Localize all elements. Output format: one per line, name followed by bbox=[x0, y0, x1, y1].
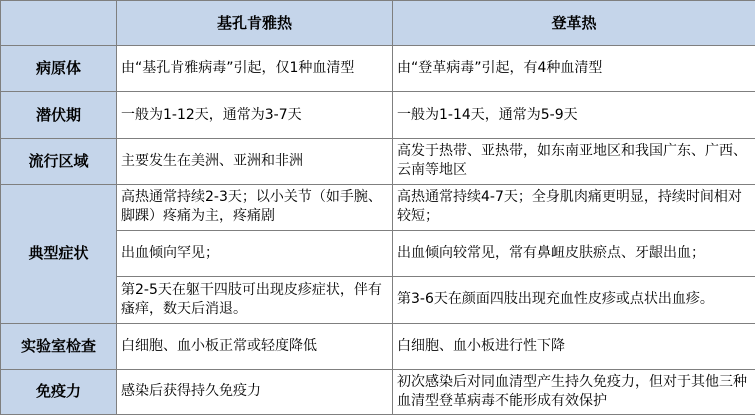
cell-immunity-chikungunya: 感染后获得持久免疫力 bbox=[117, 369, 393, 414]
row-pathogen bbox=[1, 46, 755, 92]
header-chikungunya: 基孔肯雅热 bbox=[117, 1, 393, 46]
cell-symptoms-rash-dengue: 第3-6天在颜面四肢出现充血性皮疹或点状出血疹。 bbox=[393, 277, 755, 323]
cell-incubation-dengue: 一般为1-14天，通常为5-9天 bbox=[393, 92, 755, 138]
cell-incubation-chikungunya: 一般为1-12天，通常为3-7天 bbox=[117, 92, 393, 138]
row-immunity bbox=[1, 369, 755, 414]
row-epidemic-area bbox=[1, 138, 755, 184]
row-label-lab-test: 实验室检查 bbox=[1, 323, 117, 369]
cell-symptoms-bleeding-chikungunya: 出血倾向罕见； bbox=[117, 231, 393, 277]
header-dengue: 登革热 bbox=[393, 1, 755, 46]
cell-pathogen-chikungunya: 由“基孔肯雅病毒”引起，仅1种血清型 bbox=[117, 46, 393, 92]
cell-epidemic-area-chikungunya: 主要发生在美洲、亚洲和非洲 bbox=[117, 138, 393, 184]
cell-symptoms-fever-chikungunya: 高热通常持续2-3天；以小关节（如手腕、脚踝）疼痛为主，疼痛剧 bbox=[117, 184, 393, 230]
cell-lab-test-dengue: 白细胞、血小板进行性下降 bbox=[393, 323, 755, 369]
cell-lab-test-chikungunya: 白细胞、血小板正常或轻度降低 bbox=[117, 323, 393, 369]
row-label-incubation: 潜伏期 bbox=[1, 92, 117, 138]
cell-epidemic-area-dengue: 高发于热带、亚热带，如东南亚地区和我国广东、广西、云南等地区 bbox=[393, 138, 755, 184]
cell-symptoms-bleeding-dengue: 出血倾向较常见，常有鼻衄皮肤瘀点、牙龈出血； bbox=[393, 231, 755, 277]
row-lab-test bbox=[1, 323, 755, 369]
row-incubation bbox=[1, 92, 755, 138]
cell-symptoms-fever-dengue: 高热通常持续4-7天；全身肌肉痛更明显，持续时间相对较短； bbox=[393, 184, 755, 230]
row-label-immunity: 免疫力 bbox=[1, 369, 117, 414]
header-corner-cell bbox=[1, 1, 117, 46]
row-label-epidemic-area: 流行区域 bbox=[1, 138, 117, 184]
cell-symptoms-rash-chikungunya: 第2-5天在躯干四肢可出现皮疹症状，伴有瘙痒，数天后消退。 bbox=[117, 277, 393, 323]
cell-immunity-dengue: 初次感染后对同血清型产生持久免疫力，但对于其他三种血清型登革病毒不能形成有效保护 bbox=[393, 369, 755, 414]
row-label-symptoms: 典型症状 bbox=[1, 184, 117, 323]
row-symptoms-1 bbox=[1, 184, 755, 230]
header-row bbox=[1, 1, 755, 46]
cell-pathogen-dengue: 由“登革病毒”引起，有4种血清型 bbox=[393, 46, 755, 92]
row-label-pathogen: 病原体 bbox=[1, 46, 117, 92]
